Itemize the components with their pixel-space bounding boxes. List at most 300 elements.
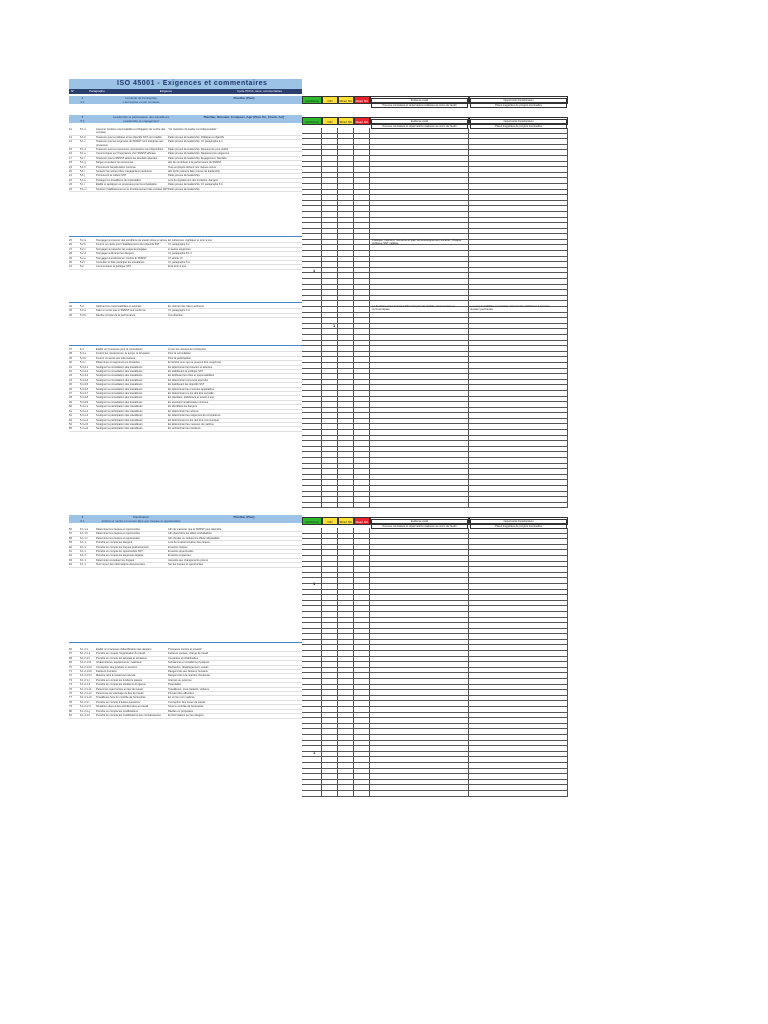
minor-nc-cell[interactable] <box>338 173 354 178</box>
opportunity-cell[interactable] <box>469 668 568 673</box>
ofi-cell[interactable] <box>322 539 338 544</box>
ofi-cell[interactable] <box>322 408 338 413</box>
minor-nc-cell[interactable] <box>338 290 354 295</box>
evidence-cell[interactable] <box>370 701 469 706</box>
evidence-cell[interactable] <box>370 618 469 623</box>
evidence-cell[interactable] <box>370 690 469 695</box>
evidence-cell[interactable] <box>370 184 469 189</box>
evidence-cell[interactable] <box>370 746 469 751</box>
major-nc-cell[interactable] <box>354 240 370 245</box>
major-nc-cell[interactable] <box>354 464 370 469</box>
opportunity-cell[interactable] <box>469 503 568 508</box>
opportunity-cell[interactable] <box>469 313 568 318</box>
opportunity-cell[interactable] <box>469 475 568 480</box>
minor-nc-cell[interactable] <box>338 134 354 139</box>
opportunity-cell[interactable] <box>469 679 568 684</box>
evidence-cell[interactable] <box>370 380 469 385</box>
conforme-cell[interactable] <box>302 584 322 589</box>
evidence-cell[interactable] <box>370 645 469 650</box>
major-nc-cell[interactable] <box>354 618 370 623</box>
conforme-cell[interactable] <box>302 618 322 623</box>
ofi-cell[interactable] <box>322 464 338 469</box>
opportunity-cell[interactable] <box>469 397 568 402</box>
conforme-cell[interactable] <box>302 273 322 278</box>
minor-nc-cell[interactable] <box>338 729 354 734</box>
opportunity-cell[interactable] <box>469 590 568 595</box>
evidence-cell[interactable] <box>370 341 469 346</box>
conforme-cell[interactable] <box>302 329 322 334</box>
ofi-cell[interactable] <box>322 290 338 295</box>
conforme-cell[interactable] <box>302 268 322 273</box>
major-nc-cell[interactable] <box>354 324 370 329</box>
conforme-cell[interactable] <box>302 162 322 167</box>
ofi-cell[interactable] <box>322 363 338 368</box>
minor-nc-cell[interactable] <box>338 741 354 746</box>
major-nc-cell[interactable] <box>354 273 370 278</box>
conforme-cell[interactable] <box>302 763 322 768</box>
evidence-cell[interactable] <box>370 469 469 474</box>
major-nc-cell[interactable] <box>354 696 370 701</box>
opportunity-cell[interactable] <box>469 212 568 217</box>
conforme-cell[interactable] <box>302 296 322 301</box>
major-nc-cell[interactable] <box>354 385 370 390</box>
conforme-cell[interactable] <box>302 257 322 262</box>
major-nc-cell[interactable] <box>354 380 370 385</box>
minor-nc-cell[interactable] <box>338 251 354 256</box>
opportunity-cell[interactable] <box>469 651 568 656</box>
major-nc-cell[interactable] <box>354 724 370 729</box>
major-nc-cell[interactable] <box>354 562 370 567</box>
opportunity-cell[interactable] <box>469 701 568 706</box>
evidence-cell[interactable] <box>370 539 469 544</box>
minor-nc-cell[interactable] <box>338 447 354 452</box>
major-nc-cell[interactable] <box>354 257 370 262</box>
minor-nc-cell[interactable] <box>338 257 354 262</box>
major-nc-cell[interactable] <box>354 685 370 690</box>
ofi-cell[interactable] <box>322 329 338 334</box>
major-nc-cell[interactable] <box>354 539 370 544</box>
evidence-cell[interactable] <box>370 346 469 351</box>
major-nc-cell[interactable] <box>354 556 370 561</box>
opportunity-cell[interactable] <box>469 769 568 774</box>
minor-nc-cell[interactable] <box>338 690 354 695</box>
ofi-cell[interactable] <box>322 685 338 690</box>
minor-nc-cell[interactable] <box>338 673 354 678</box>
evidence-cell[interactable] <box>370 178 469 183</box>
evidence-cell[interactable] <box>370 464 469 469</box>
ofi-cell[interactable] <box>322 206 338 211</box>
minor-nc-cell[interactable] <box>338 307 354 312</box>
evidence-cell[interactable] <box>370 528 469 533</box>
opportunity-cell[interactable] <box>469 791 568 796</box>
ofi-cell[interactable] <box>322 413 338 418</box>
opportunity-cell[interactable] <box>469 273 568 278</box>
minor-nc-cell[interactable] <box>338 685 354 690</box>
conforme-cell[interactable] <box>302 285 322 290</box>
opportunity-cell[interactable] <box>469 458 568 463</box>
minor-nc-cell[interactable] <box>338 234 354 239</box>
major-nc-cell[interactable] <box>354 128 370 133</box>
opportunity-cell[interactable] <box>469 441 568 446</box>
major-nc-cell[interactable] <box>354 296 370 301</box>
minor-nc-cell[interactable] <box>338 645 354 650</box>
minor-nc-cell[interactable] <box>338 497 354 502</box>
minor-nc-cell[interactable] <box>338 329 354 334</box>
evidence-cell[interactable] <box>370 201 469 206</box>
minor-nc-cell[interactable] <box>338 785 354 790</box>
ofi-cell[interactable] <box>322 735 338 740</box>
conforme-cell[interactable] <box>302 634 322 639</box>
conforme-cell[interactable] <box>302 539 322 544</box>
major-nc-cell[interactable] <box>354 486 370 491</box>
conforme-cell[interactable] <box>302 492 322 497</box>
evidence-cell[interactable] <box>370 550 469 555</box>
major-nc-cell[interactable] <box>354 301 370 306</box>
conforme-cell[interactable] <box>302 408 322 413</box>
evidence-cell[interactable] <box>370 696 469 701</box>
opportunity-cell[interactable] <box>469 447 568 452</box>
evidence-cell[interactable] <box>370 335 469 340</box>
conforme-cell[interactable] <box>302 685 322 690</box>
major-nc-cell[interactable] <box>354 413 370 418</box>
opportunity-cell[interactable] <box>469 357 568 362</box>
conforme-cell[interactable] <box>302 528 322 533</box>
minor-nc-cell[interactable] <box>338 218 354 223</box>
ofi-cell[interactable] <box>322 441 338 446</box>
minor-nc-cell[interactable] <box>338 629 354 634</box>
opportunity-cell[interactable] <box>469 290 568 295</box>
conforme-cell[interactable] <box>302 307 322 312</box>
major-nc-cell[interactable] <box>354 578 370 583</box>
ofi-cell[interactable] <box>322 662 338 667</box>
ofi-cell[interactable] <box>322 262 338 267</box>
major-nc-cell[interactable] <box>354 285 370 290</box>
evidence-cell[interactable] <box>370 623 469 628</box>
minor-nc-cell[interactable] <box>338 480 354 485</box>
ofi-cell[interactable] <box>322 556 338 561</box>
major-nc-cell[interactable] <box>354 629 370 634</box>
conforme-cell[interactable] <box>302 245 322 250</box>
opportunity-cell[interactable] <box>469 539 568 544</box>
evidence-cell[interactable] <box>370 430 469 435</box>
evidence-cell[interactable] <box>370 769 469 774</box>
conforme-cell[interactable] <box>302 301 322 306</box>
conforme-cell[interactable] <box>302 673 322 678</box>
opportunity-cell[interactable] <box>469 640 568 645</box>
conforme-cell[interactable] <box>302 251 322 256</box>
major-nc-cell[interactable] <box>354 184 370 189</box>
minor-nc-cell[interactable] <box>338 335 354 340</box>
minor-nc-cell[interactable] <box>338 402 354 407</box>
ofi-cell[interactable] <box>322 741 338 746</box>
ofi-cell[interactable] <box>322 567 338 572</box>
conforme-cell[interactable] <box>302 313 322 318</box>
conforme-cell[interactable] <box>302 578 322 583</box>
conforme-cell[interactable] <box>302 380 322 385</box>
conforme-cell[interactable] <box>302 335 322 340</box>
conforme-cell[interactable] <box>302 562 322 567</box>
opportunity-cell[interactable] <box>469 139 568 144</box>
evidence-cell[interactable] <box>370 595 469 600</box>
opportunity-cell[interactable] <box>469 363 568 368</box>
minor-nc-cell[interactable] <box>338 162 354 167</box>
major-nc-cell[interactable] <box>354 545 370 550</box>
ofi-cell[interactable] <box>322 257 338 262</box>
ofi-cell[interactable] <box>322 528 338 533</box>
evidence-cell[interactable] <box>370 413 469 418</box>
ofi-cell[interactable] <box>322 713 338 718</box>
major-nc-cell[interactable] <box>354 178 370 183</box>
evidence-cell[interactable] <box>370 447 469 452</box>
evidence-cell[interactable] <box>370 486 469 491</box>
conforme-cell[interactable] <box>302 240 322 245</box>
evidence-cell[interactable] <box>370 757 469 762</box>
conforme-cell[interactable] <box>302 369 322 374</box>
opportunity-cell[interactable] <box>469 685 568 690</box>
major-nc-cell[interactable] <box>354 601 370 606</box>
evidence-cell[interactable] <box>370 290 469 295</box>
minor-nc-cell[interactable] <box>338 268 354 273</box>
conforme-cell[interactable] <box>302 419 322 424</box>
opportunity-cell[interactable] <box>469 497 568 502</box>
evidence-cell[interactable] <box>370 556 469 561</box>
evidence-cell[interactable] <box>370 452 469 457</box>
minor-nc-cell[interactable] <box>338 713 354 718</box>
opportunity-cell[interactable] <box>469 480 568 485</box>
ofi-cell[interactable] <box>322 285 338 290</box>
evidence-cell[interactable] <box>370 729 469 734</box>
conforme-cell[interactable] <box>302 729 322 734</box>
opportunity-cell[interactable] <box>469 763 568 768</box>
evidence-cell[interactable] <box>370 567 469 572</box>
opportunity-cell[interactable] <box>469 780 568 785</box>
major-nc-cell[interactable] <box>354 318 370 323</box>
opportunity-cell[interactable] <box>469 606 568 611</box>
evidence-cell[interactable] <box>370 128 469 133</box>
opportunity-cell[interactable] <box>469 567 568 572</box>
ofi-cell[interactable] <box>322 629 338 634</box>
opportunity-cell[interactable] <box>469 707 568 712</box>
minor-nc-cell[interactable] <box>338 640 354 645</box>
conforme-cell[interactable] <box>302 156 322 161</box>
minor-nc-cell[interactable] <box>338 419 354 424</box>
opportunity-cell[interactable] <box>469 206 568 211</box>
minor-nc-cell[interactable] <box>338 458 354 463</box>
major-nc-cell[interactable] <box>354 595 370 600</box>
ofi-cell[interactable] <box>322 369 338 374</box>
evidence-cell[interactable] <box>370 752 469 757</box>
opportunity-cell[interactable] <box>469 324 568 329</box>
major-nc-cell[interactable] <box>354 673 370 678</box>
minor-nc-cell[interactable] <box>338 539 354 544</box>
major-nc-cell[interactable] <box>354 145 370 150</box>
ofi-cell[interactable] <box>322 128 338 133</box>
ofi-cell[interactable] <box>322 184 338 189</box>
ofi-cell[interactable] <box>322 707 338 712</box>
evidence-cell[interactable] <box>370 578 469 583</box>
major-nc-cell[interactable] <box>354 391 370 396</box>
opportunity-cell[interactable] <box>469 718 568 723</box>
conforme-cell[interactable] <box>302 458 322 463</box>
conforme-cell[interactable] <box>302 668 322 673</box>
minor-nc-cell[interactable] <box>338 724 354 729</box>
ofi-cell[interactable] <box>322 430 338 435</box>
minor-nc-cell[interactable] <box>338 595 354 600</box>
major-nc-cell[interactable] <box>354 769 370 774</box>
minor-nc-cell[interactable] <box>338 285 354 290</box>
conforme-cell[interactable] <box>302 178 322 183</box>
evidence-cell[interactable] <box>370 774 469 779</box>
minor-nc-cell[interactable] <box>338 735 354 740</box>
ofi-cell[interactable] <box>322 296 338 301</box>
evidence-cell[interactable] <box>370 245 469 250</box>
ofi-cell[interactable] <box>322 195 338 200</box>
ofi-cell[interactable] <box>322 268 338 273</box>
evidence-cell[interactable] <box>370 162 469 167</box>
evidence-cell[interactable] <box>370 352 469 357</box>
evidence-cell[interactable] <box>370 273 469 278</box>
conforme-cell[interactable] <box>302 480 322 485</box>
minor-nc-cell[interactable] <box>338 346 354 351</box>
ofi-cell[interactable] <box>322 313 338 318</box>
ofi-cell[interactable] <box>322 718 338 723</box>
evidence-cell[interactable] <box>370 562 469 567</box>
minor-nc-cell[interactable] <box>338 195 354 200</box>
major-nc-cell[interactable] <box>354 307 370 312</box>
major-nc-cell[interactable] <box>354 167 370 172</box>
evidence-cell[interactable] <box>370 212 469 217</box>
opportunity-cell[interactable] <box>469 618 568 623</box>
conforme-cell[interactable] <box>302 234 322 239</box>
opportunity-cell[interactable] <box>469 408 568 413</box>
major-nc-cell[interactable] <box>354 357 370 362</box>
evidence-cell[interactable] <box>370 685 469 690</box>
opportunity-cell[interactable] <box>469 218 568 223</box>
conforme-cell[interactable] <box>302 201 322 206</box>
conforme-cell[interactable] <box>302 173 322 178</box>
minor-nc-cell[interactable] <box>338 780 354 785</box>
opportunity-cell[interactable] <box>469 741 568 746</box>
opportunity-cell[interactable] <box>469 464 568 469</box>
ofi-cell[interactable] <box>322 139 338 144</box>
conforme-cell[interactable] <box>302 190 322 195</box>
major-nc-cell[interactable] <box>354 780 370 785</box>
ofi-cell[interactable] <box>322 769 338 774</box>
opportunity-cell[interactable] <box>469 391 568 396</box>
ofi-cell[interactable] <box>322 279 338 284</box>
major-nc-cell[interactable] <box>354 774 370 779</box>
major-nc-cell[interactable] <box>354 746 370 751</box>
major-nc-cell[interactable] <box>354 374 370 379</box>
evidence-cell[interactable] <box>370 651 469 656</box>
opportunity-cell[interactable] <box>469 190 568 195</box>
major-nc-cell[interactable] <box>354 150 370 155</box>
minor-nc-cell[interactable] <box>338 139 354 144</box>
conforme-cell[interactable] <box>302 352 322 357</box>
major-nc-cell[interactable] <box>354 707 370 712</box>
major-nc-cell[interactable] <box>354 251 370 256</box>
minor-nc-cell[interactable] <box>338 190 354 195</box>
conforme-cell[interactable] <box>302 424 322 429</box>
opportunity-cell[interactable] <box>469 184 568 189</box>
ofi-cell[interactable] <box>322 173 338 178</box>
major-nc-cell[interactable] <box>354 534 370 539</box>
minor-nc-cell[interactable] <box>338 273 354 278</box>
ofi-cell[interactable] <box>322 234 338 239</box>
major-nc-cell[interactable] <box>354 757 370 762</box>
evidence-cell[interactable] <box>370 139 469 144</box>
conforme-cell[interactable] <box>302 503 322 508</box>
conforme-cell[interactable] <box>302 746 322 751</box>
opportunity-cell[interactable] <box>469 785 568 790</box>
ofi-cell[interactable] <box>322 746 338 751</box>
ofi-cell[interactable] <box>322 341 338 346</box>
conforme-cell[interactable] <box>302 735 322 740</box>
evidence-cell[interactable] <box>370 190 469 195</box>
minor-nc-cell[interactable] <box>338 534 354 539</box>
conforme-cell[interactable] <box>302 475 322 480</box>
minor-nc-cell[interactable] <box>338 145 354 150</box>
minor-nc-cell[interactable] <box>338 612 354 617</box>
minor-nc-cell[interactable] <box>338 763 354 768</box>
opportunity-cell[interactable] <box>469 452 568 457</box>
conforme-cell[interactable] <box>302 707 322 712</box>
evidence-cell[interactable] <box>370 385 469 390</box>
evidence-cell[interactable] <box>370 475 469 480</box>
conforme-cell[interactable] <box>302 290 322 295</box>
conforme-cell[interactable] <box>302 724 322 729</box>
major-nc-cell[interactable] <box>354 729 370 734</box>
conforme-cell[interactable] <box>302 391 322 396</box>
ofi-cell[interactable] <box>322 679 338 684</box>
ofi-cell[interactable] <box>322 480 338 485</box>
minor-nc-cell[interactable] <box>338 223 354 228</box>
conforme-cell[interactable] <box>302 629 322 634</box>
minor-nc-cell[interactable] <box>338 167 354 172</box>
conforme-cell[interactable] <box>302 556 322 561</box>
opportunity-cell[interactable] <box>469 285 568 290</box>
major-nc-cell[interactable] <box>354 201 370 206</box>
evidence-cell[interactable] <box>370 534 469 539</box>
conforme-cell[interactable] <box>302 612 322 617</box>
opportunity-cell[interactable] <box>469 545 568 550</box>
opportunity-cell[interactable] <box>469 735 568 740</box>
minor-nc-cell[interactable] <box>338 301 354 306</box>
conforme-cell[interactable] <box>302 645 322 650</box>
conforme-cell[interactable] <box>302 791 322 796</box>
conforme-cell[interactable] <box>302 430 322 435</box>
minor-nc-cell[interactable] <box>338 590 354 595</box>
major-nc-cell[interactable] <box>354 528 370 533</box>
major-nc-cell[interactable] <box>354 335 370 340</box>
evidence-cell[interactable] <box>370 601 469 606</box>
conforme-cell[interactable] <box>302 550 322 555</box>
conforme-cell[interactable] <box>302 486 322 491</box>
evidence-cell[interactable] <box>370 167 469 172</box>
conforme-cell[interactable] <box>302 769 322 774</box>
ofi-cell[interactable] <box>322 223 338 228</box>
evidence-cell[interactable] <box>370 279 469 284</box>
ofi-cell[interactable] <box>322 757 338 762</box>
opportunity-cell[interactable] <box>469 528 568 533</box>
major-nc-cell[interactable] <box>354 668 370 673</box>
major-nc-cell[interactable] <box>354 346 370 351</box>
minor-nc-cell[interactable] <box>338 668 354 673</box>
major-nc-cell[interactable] <box>354 212 370 217</box>
ofi-cell[interactable] <box>322 729 338 734</box>
opportunity-cell[interactable] <box>469 201 568 206</box>
minor-nc-cell[interactable] <box>338 245 354 250</box>
